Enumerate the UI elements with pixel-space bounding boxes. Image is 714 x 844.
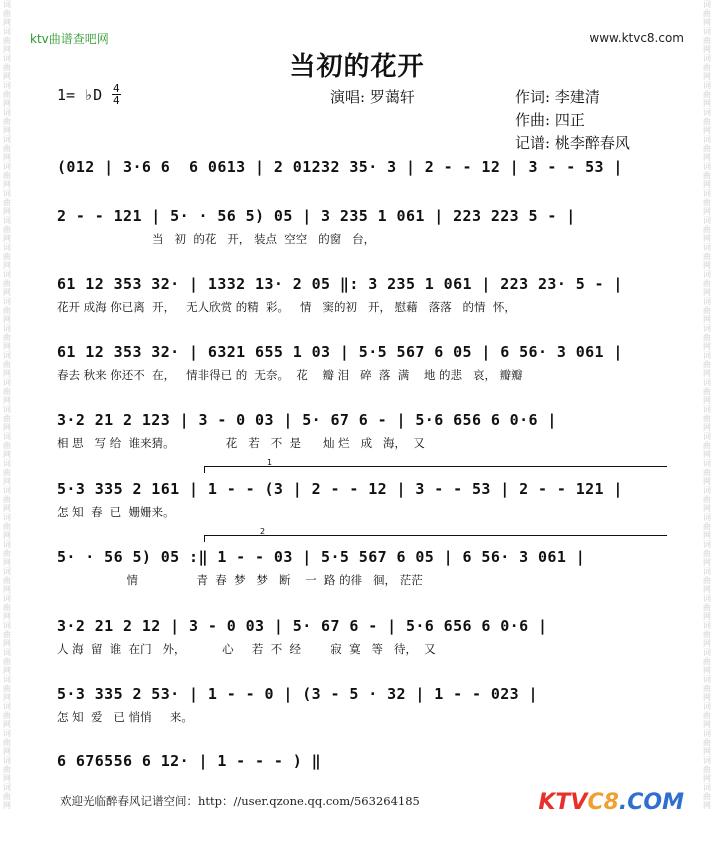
- footer-link[interactable]: 欢迎光临醉春风记谱空间：http：//user.qzone.qq.com/563264185: [60, 794, 420, 808]
- watermark-right: 词曲网词曲网词曲网词曲网词曲网词曲网词曲网词曲网词曲网词曲网词曲网词曲网词曲网词曲网词曲网词曲网词曲网词曲网词曲网词曲网词曲网词曲网词曲网词曲网词曲网词曲网词曲网词曲网词曲网词曲网: [703, 0, 711, 810]
- time-bottom: 4: [113, 94, 120, 107]
- key-label: 1= ♭D: [57, 86, 103, 104]
- key-signature: [57, 82, 120, 107]
- score-row-notes: (012 | 3·6 6 6 0613 | 2 01232 35· 3 | 2 - - 12 | 3 - - 53 |: [57, 158, 623, 176]
- score-row-lyric: 春去 秋来 你还不 在， 情非得已 的 无奈。 花 瓣 泪 碎 落 满 地 的悲 哀， 瓣瓣: [57, 368, 523, 382]
- logo-part-com: .COM: [618, 790, 684, 815]
- score-row-notes: 61 12 353 32· | 6321 655 1 03 | 5·5 567 6 05 | 6 56· 3 061 |: [57, 343, 623, 361]
- logo-part-ktv: KTV: [538, 790, 588, 815]
- transcriber-credit: 记谱: 桃李醉春风: [515, 134, 630, 152]
- score-row-notes: 61 12 353 32· | 1332 13· 2 05 ‖: 3 235 1 061 | 223 23· 5 - |: [57, 275, 623, 293]
- volta-number: 2: [260, 527, 266, 536]
- volta-bracket-2: [204, 527, 667, 542]
- logo-part-c8: C8: [587, 790, 619, 815]
- score-row-lyric: 怎 知 爱 已 悄悄 来。: [57, 710, 193, 724]
- score-row-lyric: 人 海 留 谁 在门 外， 心 若 不 经 寂 寞 等 待， 又: [57, 642, 436, 656]
- score-row-lyric: 当 初 的花 开， 装点 空空 的窗 台，: [57, 232, 376, 246]
- score-row-notes: 5· · 56 5) 05 :‖ 1 - - 03 | 5·5 567 6 05 | 6 56· 3 061 |: [57, 548, 586, 566]
- score-row-notes: 5·3 335 2 161 | 1 - - (3 | 2 - - 12 | 3 - - 53 | 2 - - 121 |: [57, 480, 623, 498]
- singer-credit: 演唱: 罗蔼轩: [330, 88, 415, 106]
- score-row-lyric: [57, 182, 665, 198]
- volta-number: 1: [267, 458, 273, 467]
- song-title: 当初的花开: [289, 52, 425, 82]
- score-row-lyric: 情 青 春 梦 梦 断 一 路 的徘 徊， 茫茫: [57, 573, 423, 587]
- score-row-notes: 6 676556 6 12· | 1 - - - ) ‖: [57, 752, 322, 770]
- score-row-lyric: 花开 成海 你已离 开， 无人欣赏 的精 彩。 情 窦的初 开， 慰藉 落落 的情 怀，: [57, 300, 516, 314]
- lyricist-credit: 作词: 李建清: [515, 88, 600, 106]
- score-row-notes: 3·2 21 2 123 | 3 - 0 03 | 5· 67 6 - | 5·6 656 6 0·6 |: [57, 411, 557, 429]
- score-row-lyric: 相 思 写 给 谁来猜。 花 若 不 是 灿 烂 成 海， 又: [57, 436, 425, 450]
- score-row-notes: 5·3 335 2 53· | 1 - - 0 | (3 - 5 · 32 | 1 - - 023 |: [57, 685, 538, 703]
- site-name-left[interactable]: ktv曲谱查吧网: [30, 32, 109, 46]
- volta-bracket-1: [204, 458, 667, 473]
- watermark-left: 词曲网词曲网词曲网词曲网词曲网词曲网词曲网词曲网词曲网词曲网词曲网词曲网词曲网词曲网词曲网词曲网词曲网词曲网词曲网词曲网词曲网词曲网词曲网词曲网词曲网词曲网词曲网词曲网词曲网词曲网: [3, 0, 11, 810]
- score-row-notes: 3·2 21 2 12 | 3 - 0 03 | 5· 67 6 - | 5·6 656 6 0·6 |: [57, 617, 548, 635]
- score-row-notes: 2 - - 121 | 5· · 56 5) 05 | 3 235 1 061 | 223 223 5 - |: [57, 207, 576, 225]
- ktvc8-logo: [538, 790, 684, 815]
- composer-credit: 作曲: 四正: [515, 111, 585, 129]
- site-url-right[interactable]: www.ktvc8.com: [589, 31, 684, 45]
- time-top: 4: [113, 82, 120, 95]
- time-signature: [112, 83, 121, 106]
- score-row-lyric: 怎 知 春 已 姗姗来。: [57, 505, 175, 519]
